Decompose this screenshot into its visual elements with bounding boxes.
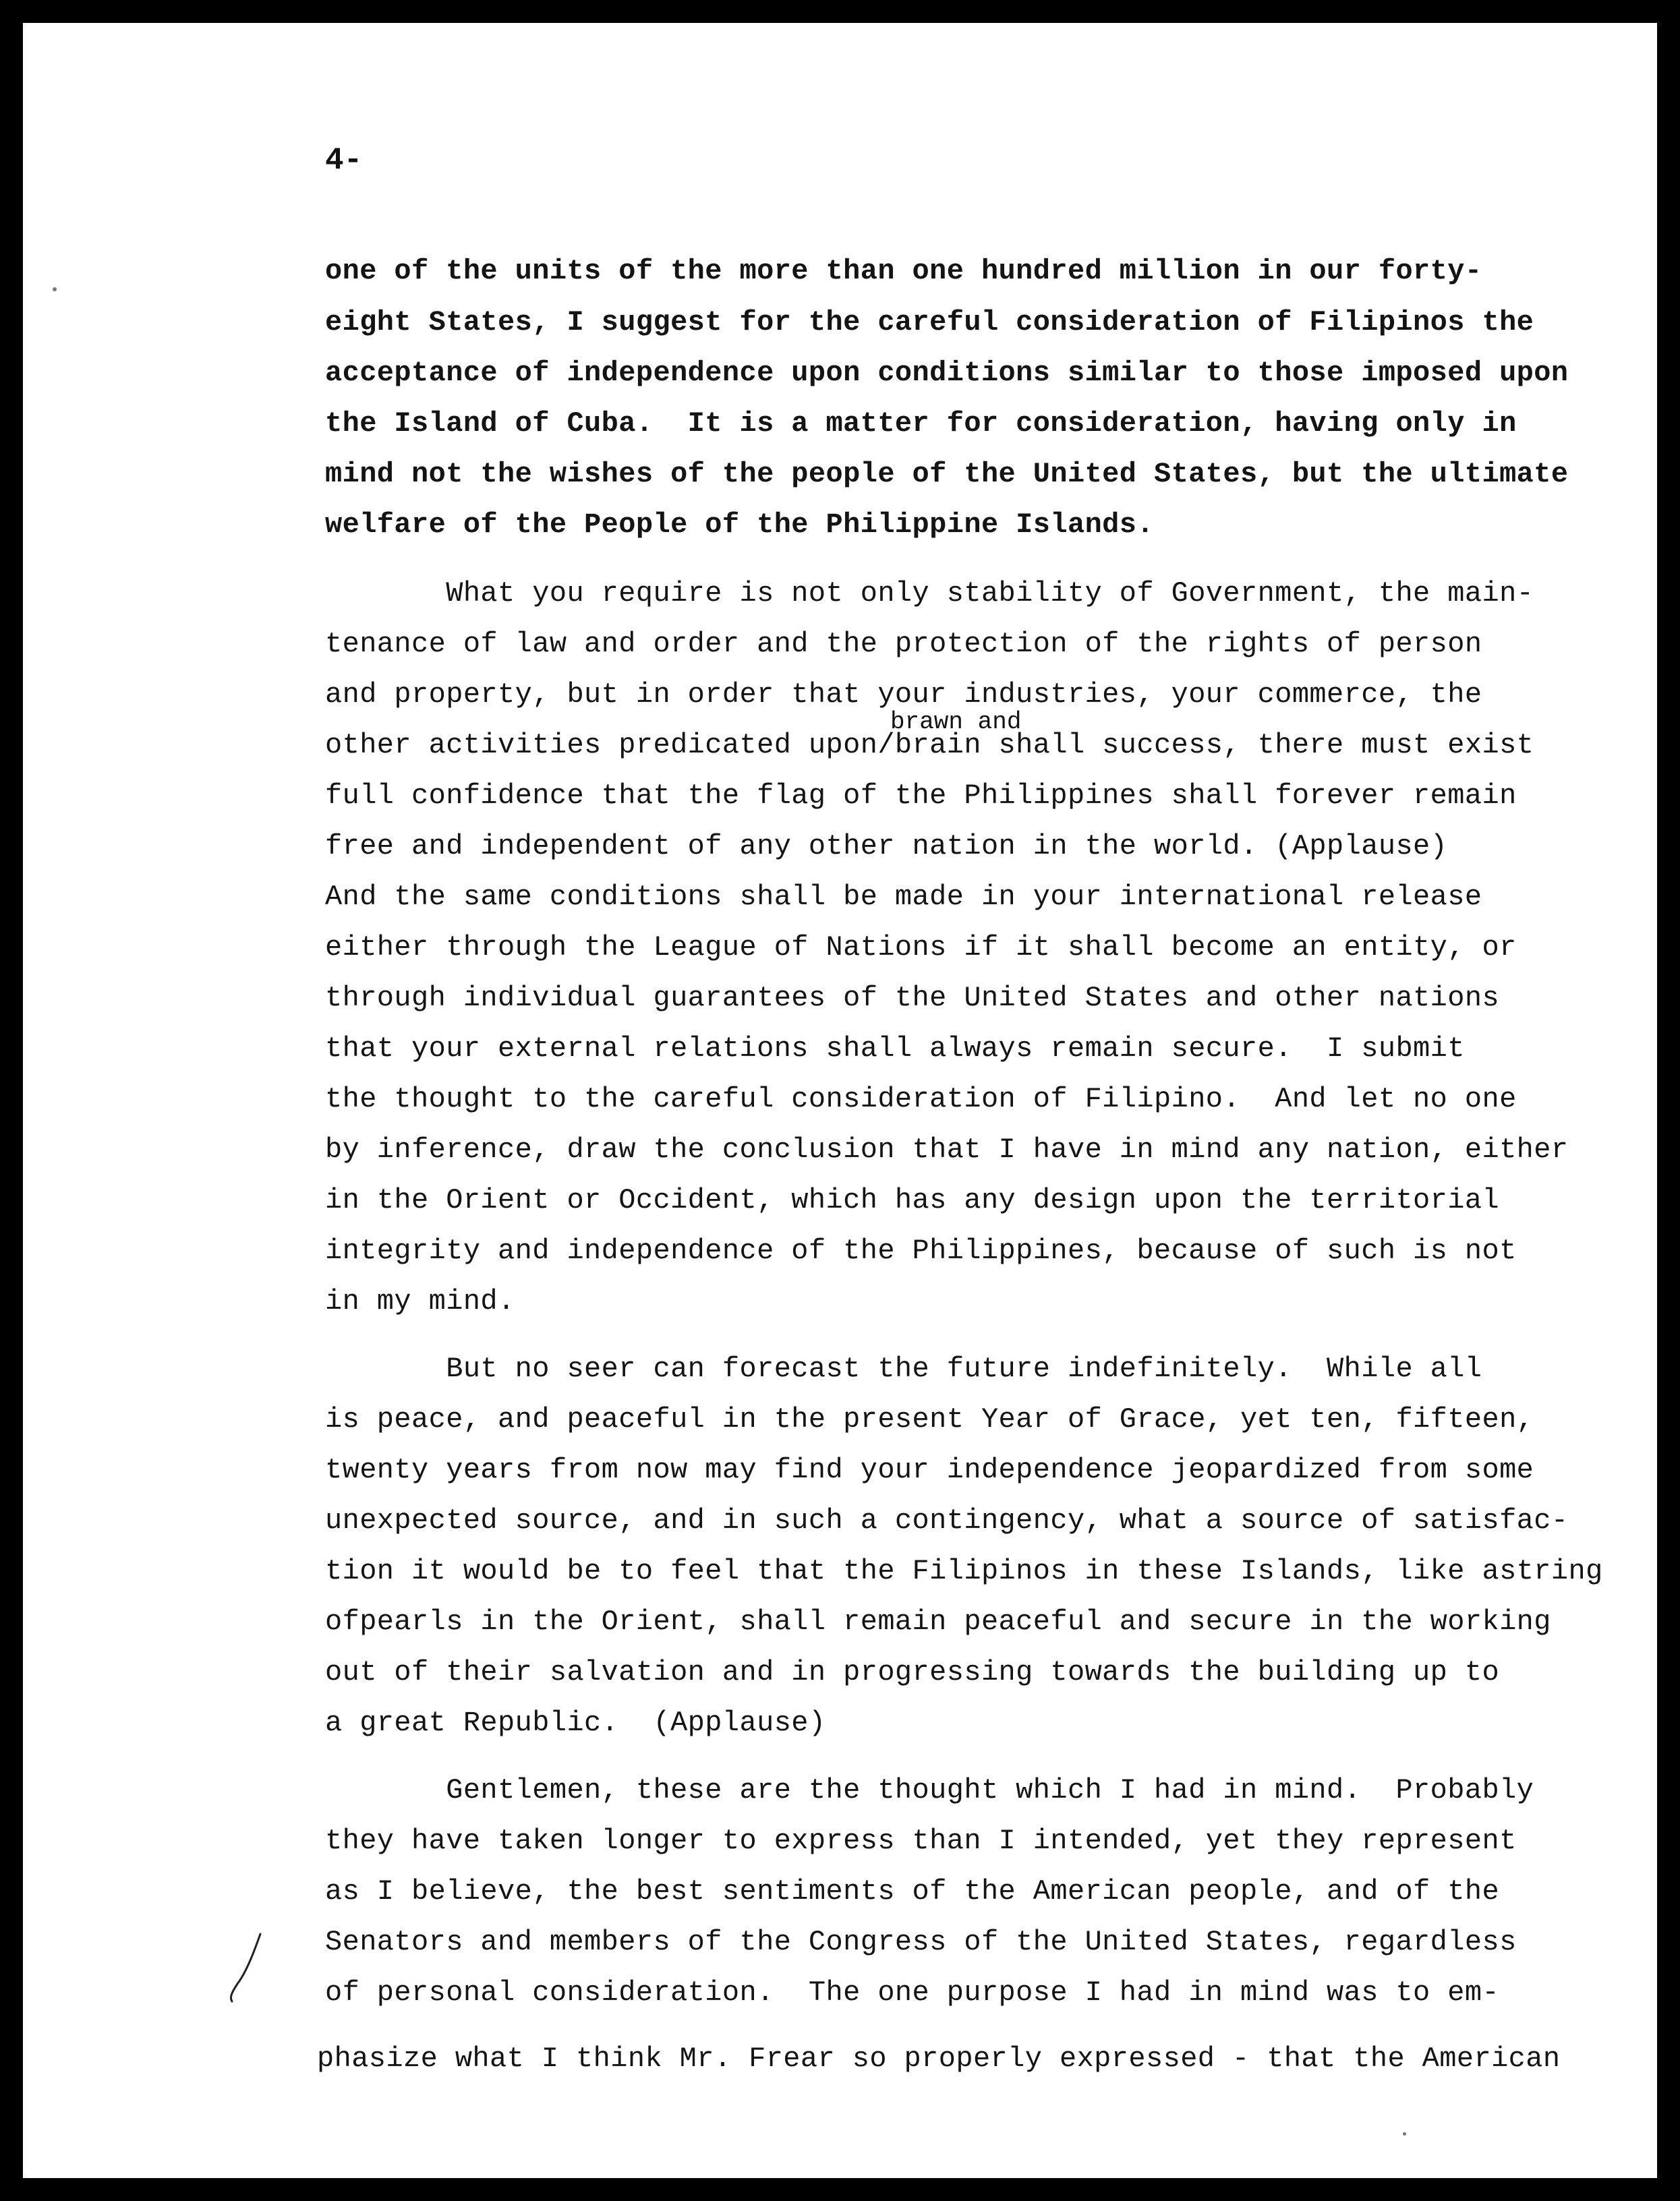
text-line-16: that your external relations shall always remain secure. I submit bbox=[325, 1032, 1465, 1065]
text-line-20: integrity and independence of the Philippines, because of such is not bbox=[325, 1235, 1517, 1267]
text-line-25: unexpected source, and in such a contingency, what a source of satisfac- bbox=[325, 1504, 1569, 1537]
text-line-21: in my mind. bbox=[325, 1285, 515, 1318]
page-number: 4- bbox=[325, 143, 363, 178]
document-page bbox=[23, 23, 1657, 2178]
margin-check-mark bbox=[225, 1930, 266, 2004]
text-line-19: in the Orient or Occident, which has any design upon the territorial bbox=[325, 1184, 1500, 1216]
paper-speck bbox=[1403, 2132, 1406, 2136]
text-line-26: tion it would be to feel that the Filipinos in these Islands, like astring bbox=[325, 1555, 1603, 1587]
text-line-14: either through the League of Nations if it shall become an entity, or bbox=[325, 931, 1517, 964]
text-line-9: and property, but in order that your industries, your commerce, the bbox=[325, 678, 1482, 711]
text-line-29: a great Republic. (Applause) bbox=[325, 1707, 826, 1739]
text-line-28: out of their salvation and in progressing towards the building up to bbox=[325, 1656, 1500, 1689]
text-line-30: Gentlemen, these are the thought which I had in mind. Probably bbox=[325, 1774, 1534, 1807]
interlineation: brawn and bbox=[890, 708, 1022, 736]
text-line-2: eight States, I suggest for the careful consideration of Filipinos the bbox=[325, 306, 1534, 339]
text-line-31: they have taken longer to express than I intended, yet they represent bbox=[325, 1825, 1517, 1857]
text-line-23: is peace, and peaceful in the present Year of Grace, yet ten, fifteen, bbox=[325, 1403, 1534, 1436]
text-line-7: What you require is not only stability of Government, the main- bbox=[325, 577, 1534, 610]
text-line-3: acceptance of independence upon conditions similar to those imposed upon bbox=[325, 357, 1569, 389]
text-line-8: tenance of law and order and the protection of the rights of person bbox=[325, 628, 1482, 660]
text-line-24: twenty years from now may find your independence jeopardized from some bbox=[325, 1454, 1534, 1486]
text-line-11: full confidence that the flag of the Philippines shall forever remain bbox=[325, 780, 1517, 812]
text-line-35: phasize what I think Mr. Frear so properly expressed - that the American bbox=[317, 2043, 1561, 2075]
text-line-4: the Island of Cuba. It is a matter for consideration, having only in bbox=[325, 407, 1517, 440]
text-line-33: Senators and members of the Congress of the United States, regardless bbox=[325, 1926, 1517, 1958]
text-line-6: welfare of the People of the Philippine Islands. bbox=[325, 508, 1154, 541]
text-line-15: through individual guarantees of the United States and other nations bbox=[325, 982, 1500, 1014]
text-line-22: But no seer can forecast the future indefinitely. While all bbox=[325, 1353, 1482, 1385]
text-line-10: other activities predicated upon/brain shall success, there must exist bbox=[325, 729, 1534, 761]
text-line-5: mind not the wishes of the people of the United States, but the ultimate bbox=[325, 458, 1569, 490]
text-line-34: of personal consideration. The one purpose I had in mind was to em- bbox=[325, 1976, 1500, 2009]
text-line-1: one of the units of the more than one hundred million in our forty- bbox=[325, 255, 1482, 287]
text-line-17: the thought to the careful consideration of Filipino. And let no one bbox=[325, 1083, 1517, 1115]
paper-speck bbox=[53, 287, 57, 291]
text-line-13: And the same conditions shall be made in your international release bbox=[325, 881, 1482, 913]
text-line-18: by inference, draw the conclusion that I have in mind any nation, either bbox=[325, 1134, 1569, 1166]
text-line-32: as I believe, the best sentiments of the American people, and of the bbox=[325, 1875, 1500, 1908]
text-line-27: ofpearls in the Orient, shall remain peaceful and secure in the working bbox=[325, 1606, 1551, 1638]
text-line-12: free and independent of any other nation in the world. (Applause) bbox=[325, 830, 1448, 862]
